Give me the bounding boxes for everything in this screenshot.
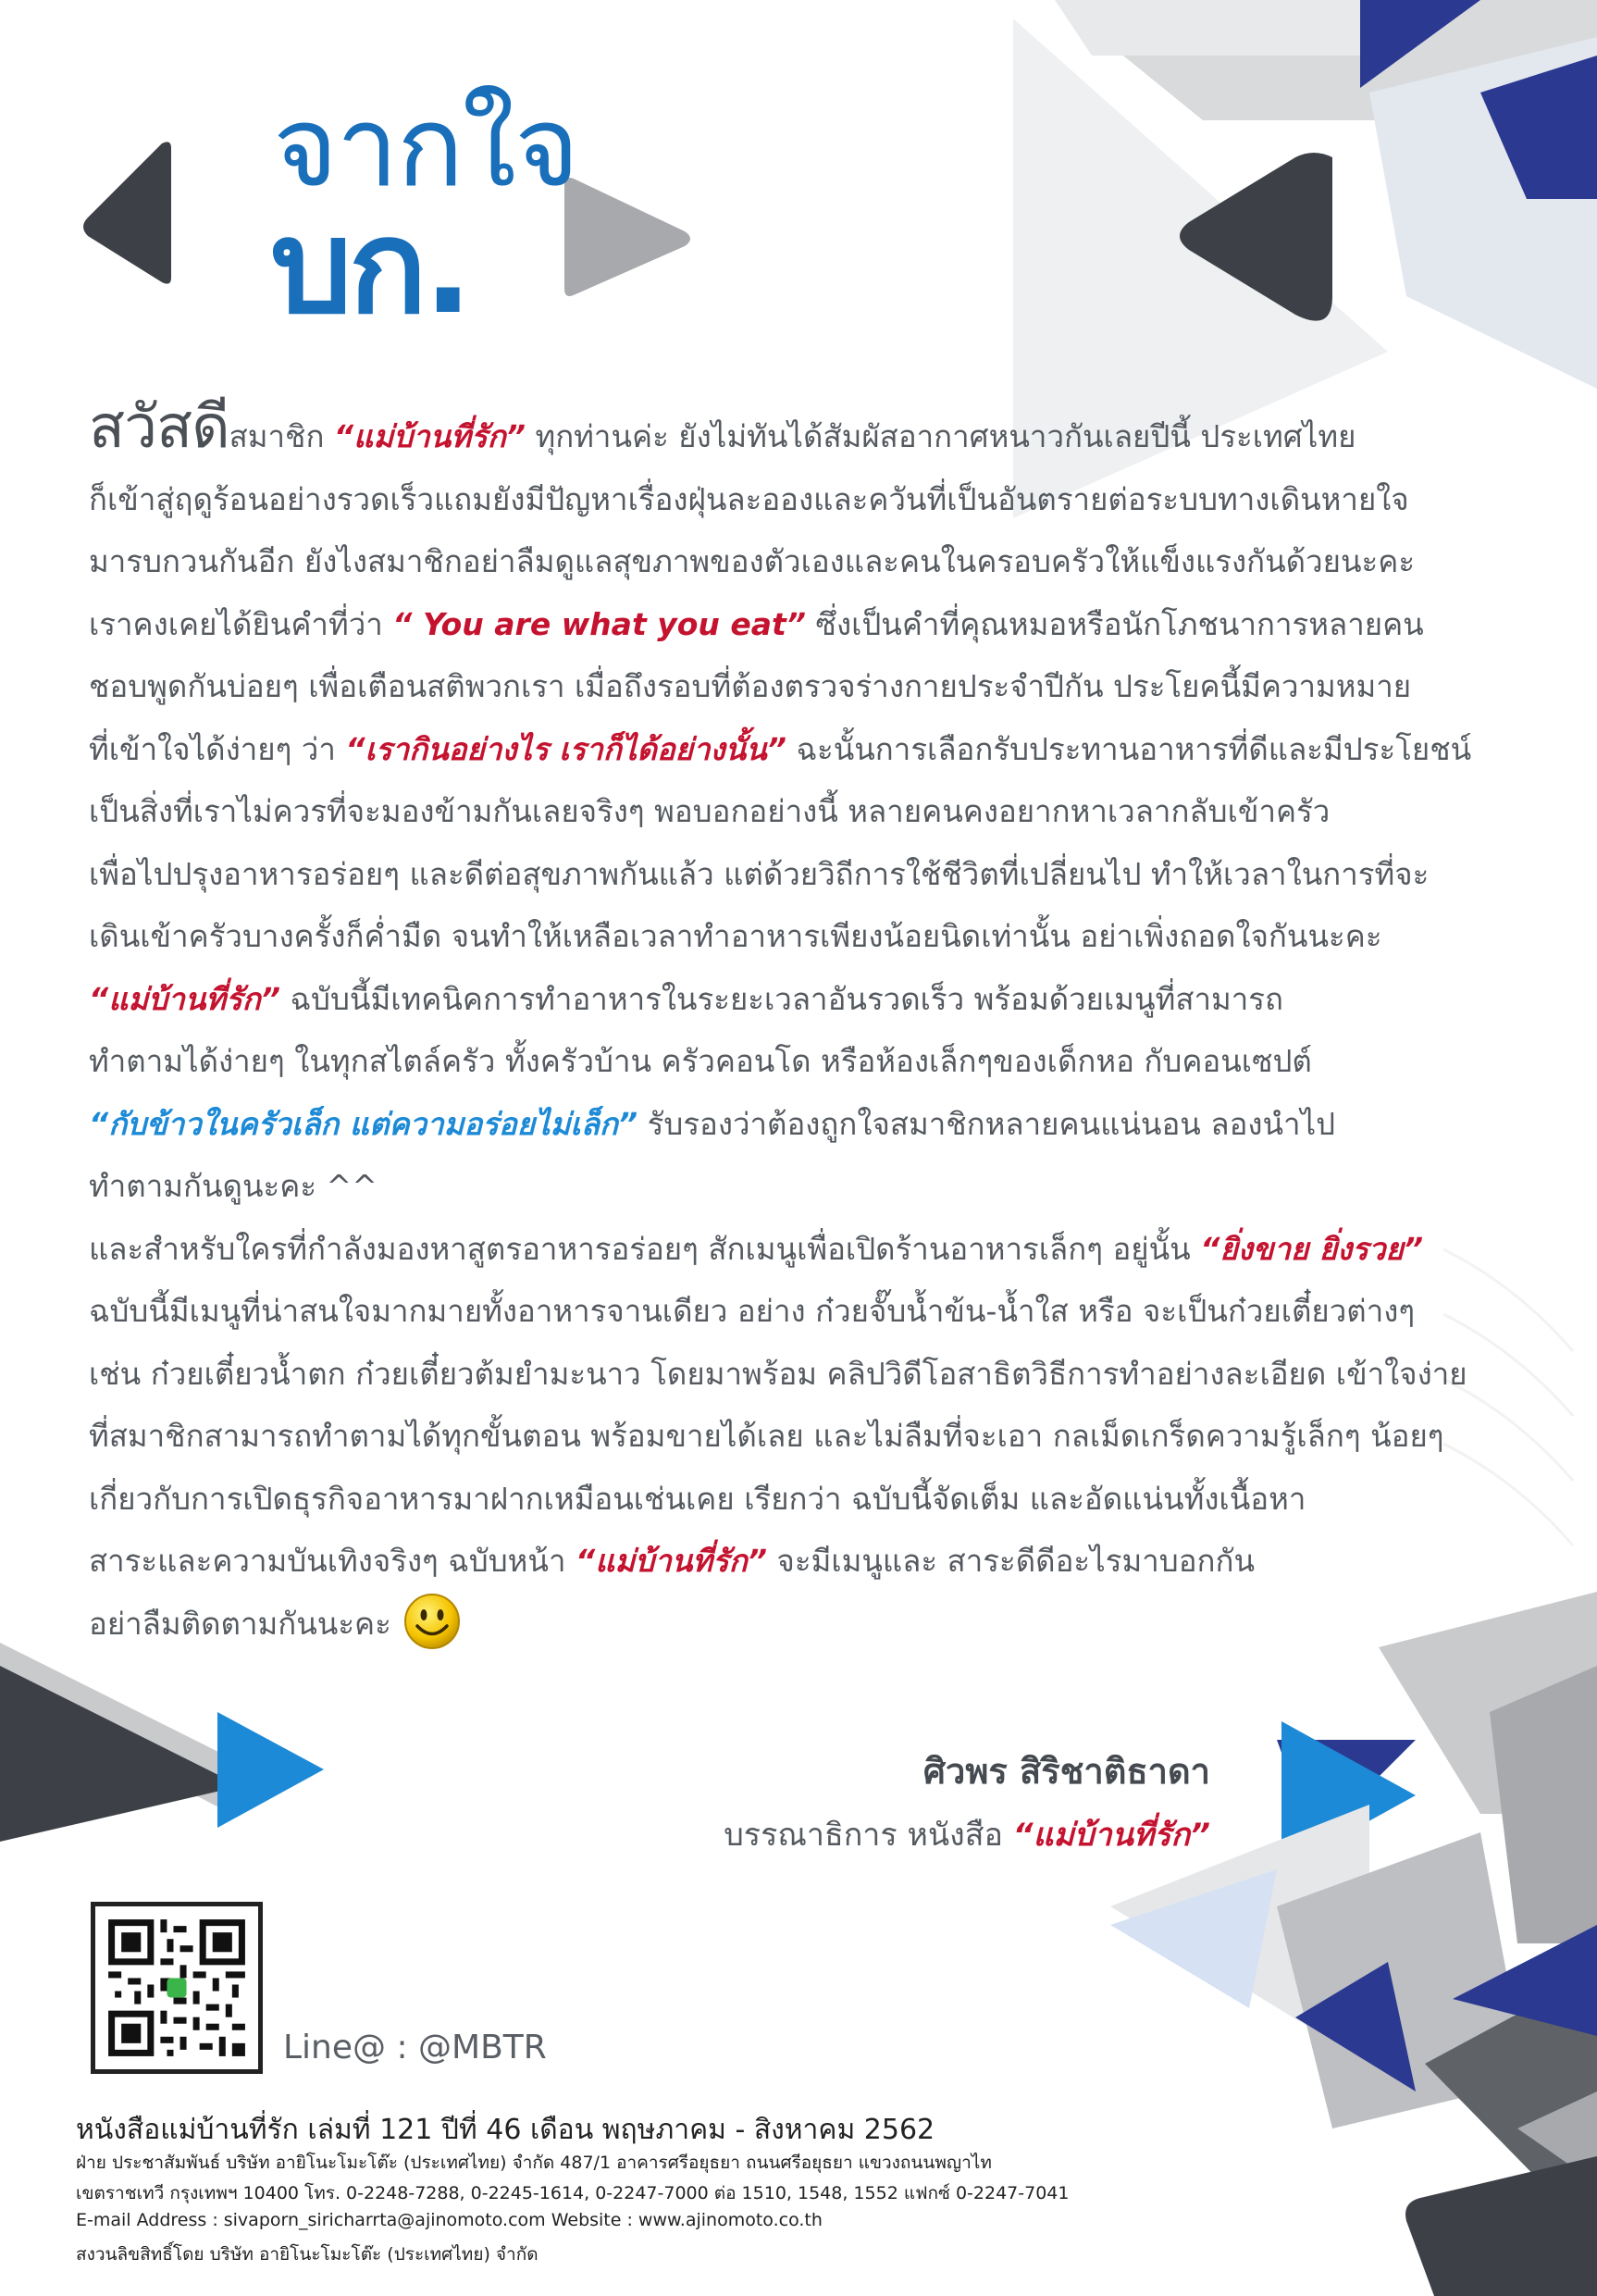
body-line-6 xyxy=(89,718,1532,781)
quote-small-kitchen: “กับข้าวในครัวเล็ก แต่ความอร่อยไม่เล็ก” xyxy=(89,1105,638,1142)
body-line-12 xyxy=(89,1093,1532,1156)
body-line-19-a: สาระและความบันเทิงจริงๆ ฉบับหน้า xyxy=(89,1543,576,1579)
deco-blue-triangle-bottom-left xyxy=(217,1712,324,1828)
deco-gray-band-top-light xyxy=(1055,0,1406,56)
body-line-1-a: สมาชิก xyxy=(229,418,334,454)
body-line-4-b: ซึ่งเป็นคำที่คุณหมอหรือนักโภชนาการหลายคน xyxy=(806,605,1424,642)
footer-address-1: ฝ่าย ประชาสัมพันธ์ บริษัท อายิโนะโมะโต๊ะ (ประเทศไทย) จำกัด 487/1 อาคารศรีอยุธยา ถนนศรีอยุธยา แขวงถนนพญาไท xyxy=(76,2153,992,2173)
body-line-17: ที่สมาชิกสามารถทำตามได้ทุกขั้นตอน พร้อมขายได้เลย และไม่ลืมที่จะเอา กลเม็ดเกร็ดความรู้เล็กๆ น้อยๆ xyxy=(89,1418,1444,1454)
body-line-10 xyxy=(89,968,1532,1031)
body-line-19-b: จะมีเมนูและ สาระดีดีอะไรมาบอกกัน xyxy=(767,1543,1256,1579)
quote-eat-how: “เรากินอย่างไร เราก็ได้อย่างนั้น” xyxy=(345,730,786,767)
signature-title xyxy=(724,1809,1210,1859)
body-line-5: ชอบพูดกันบ่อยๆ เพื่อเตือนสติพวกเรา เมื่อถึงรอบที่ต้องตรวจร่างกายประจำปีกัน ประโยคนี้มีความหมาย xyxy=(89,668,1412,704)
body-line-2: ก็เข้าสู่ฤดูร้อนอย่างรวดเร็วแถมยังมีปัญหาเรื่องฝุ่นละอองและควันที่เป็นอันตรายต่อระบบทางเดินหายใจ xyxy=(89,480,1409,517)
qr-code-pattern xyxy=(95,1906,258,2069)
footer-copyright: สงวนลิขสิทธิ์โดย บริษัท อายิโนะโมะโต๊ะ (ประเทศไทย) จำกัด xyxy=(76,2244,539,2265)
deco-header-left-triangle xyxy=(83,142,171,283)
brand-highlight: “แม่บ้านที่รัก” xyxy=(1012,1817,1210,1854)
body-line-20 xyxy=(89,1593,1532,1656)
body-line-13: ทำตามกันดูนะคะ ^^ xyxy=(89,1168,378,1204)
body-line-3: มารบกวนกันอีก ยังไงสมาชิกอย่าลืมดูแลสุขภาพของตัวเองและคนในครอบครัวให้แข็งแรงกันด้วยนะคะ xyxy=(89,543,1416,579)
quote-you-are-what-you-eat: “ You are what you eat” xyxy=(392,605,807,642)
body-line-16: เช่น ก๋วยเตี๋ยวน้ำตก ก๋วยเตี๋ยวต้มยำมะนาว โดยมาพร้อม คลิปวิดีโอสาธิตวิธีการทำอย่างละเอียด เข้าใจง่าย xyxy=(89,1355,1467,1392)
body-line-1-b: ทุกท่านค่ะ ยังไม่ทันได้สัมผัสอากาศหนาวกันเลยปีนี้ ประเทศไทย xyxy=(525,418,1356,454)
body-line-4 xyxy=(89,593,1532,656)
deco-header-right-triangle xyxy=(564,178,690,296)
body-line-4-a: เราคงเคยได้ยินคำที่ว่า xyxy=(89,605,393,642)
footer-title: หนังสือแม่บ้านที่รัก เล่มที่ 121 ปีที่ 46 เดือน พฤษภาคม - สิงหาคม 2562 xyxy=(76,2114,935,2146)
deco-dark-br-bottom xyxy=(1405,2156,1597,2296)
body-line-12-b: รับรองว่าต้องถูกใจสมาชิกหลายคนแน่นอน ลองนำไป xyxy=(638,1105,1336,1142)
body-line-15: ฉบับนี้มีเมนูที่น่าสนใจมากมายทั้งอาหารจานเดียว อย่าง ก๋วยจั๊บน้ำข้น-น้ำใส หรือ จะเป็นก๋วยเตี๋ยวต่างๆ xyxy=(89,1293,1416,1329)
body-line-11: ทำตามได้ง่ายๆ ในทุกสไตล์ครัว ทั้งครัวบ้าน ครัวคอนโด หรือห้องเล็กๆของเด็กหอ กับคอนเซปต์ xyxy=(89,1043,1312,1079)
line-official-id: Line@ : @MBTR xyxy=(283,2029,547,2066)
body-line-9: เดินเข้าครัวบางครั้งก็ค่ำมืด จนทำให้เหลือเวลาทำอาหารเพียงน้อยนิดเท่านั้น อย่าเพิ่งถอดใจกันนะคะ xyxy=(89,918,1382,954)
body-line-20-text: อย่าลืมติดตามกันนะคะ xyxy=(89,1605,391,1642)
brand-highlight: “แม่บ้านที่รัก” xyxy=(333,418,526,454)
greeting: สวัสดี xyxy=(89,393,229,462)
body-line-14-a: และสำหรับใครที่กำลังมองหาสูตรอาหารอร่อยๆ สักเมนูเพื่อเปิดร้านอาหารเล็กๆ อยู่นั้น xyxy=(89,1230,1201,1267)
signature-name: ศิวพร สิริชาติธาดา xyxy=(922,1751,1210,1792)
body-line-10-b: ฉบับนี้มีเทคนิคการทำอาหารในระยะเวลาอันรวดเร็ว พร้อมด้วยเมนูที่สามารถ xyxy=(280,980,1284,1017)
body-line-1 xyxy=(89,393,1532,468)
body-line-7: เป็นสิ่งที่เราไม่ควรที่จะมองข้ามกันเลยจริงๆ พอบอกอย่างนี้ หลายคนคงอยากหาเวลากลับเข้าครัว xyxy=(89,793,1331,829)
logo-line2: บก. xyxy=(270,192,469,343)
brand-highlight: “แม่บ้านที่รัก” xyxy=(89,980,281,1017)
deco-gray-block-br-2 xyxy=(1490,1666,1597,1943)
body-line-8: เพื่อไปปรุงอาหารอร่อยๆ และดีต่อสุขภาพกันแล้ว แต่ด้วยวิถีการใช้ชีวิตที่เปลี่ยนไป ทำให้เวลาในการที่จะ xyxy=(89,855,1430,892)
smiley-icon xyxy=(402,1592,462,1651)
editorial-body xyxy=(89,393,1532,1655)
body-line-19 xyxy=(89,1530,1532,1593)
footer-address-2: เขตราชเทวี กรุงเทพฯ 10400 โทร. 0-2248-7288, 0-2245-1614, 0-2247-7000 ต่อ 1510, 1548, 1552 แฟกซ์ 0-2247-7041 xyxy=(76,2183,1070,2203)
quote-sell-more: “ยิ่งขาย ยิ่งรวย” xyxy=(1200,1230,1424,1267)
brand-highlight: “แม่บ้านที่รัก” xyxy=(575,1543,768,1579)
qr-line-logo-icon xyxy=(167,1978,186,1997)
body-line-6-b: ฉะนั้นการเลือกรับประทานอาหารที่ดีและมีประโยชน์ xyxy=(786,730,1472,767)
body-line-18: เกี่ยวกับการเปิดธุรกิจอาหารมาฝากเหมือนเช่นเคย เรียกว่า ฉบับนี้จัดเต็ม และอัดแน่นทั้งเนื้อหา xyxy=(89,1480,1306,1517)
logo-line1: จากใจ xyxy=(273,83,578,212)
footer-contact: E-mail Address : sivaporn_siricharrta@ajinomoto.com Website : www.ajinomoto.co.th xyxy=(76,2210,823,2230)
body-line-14 xyxy=(89,1218,1532,1281)
signature-title-prefix: บรรณาธิการ หนังสือ xyxy=(724,1817,1013,1854)
qr-code xyxy=(91,1902,263,2074)
body-line-6-a: ที่เข้าใจได้ง่ายๆ ว่า xyxy=(89,730,346,767)
